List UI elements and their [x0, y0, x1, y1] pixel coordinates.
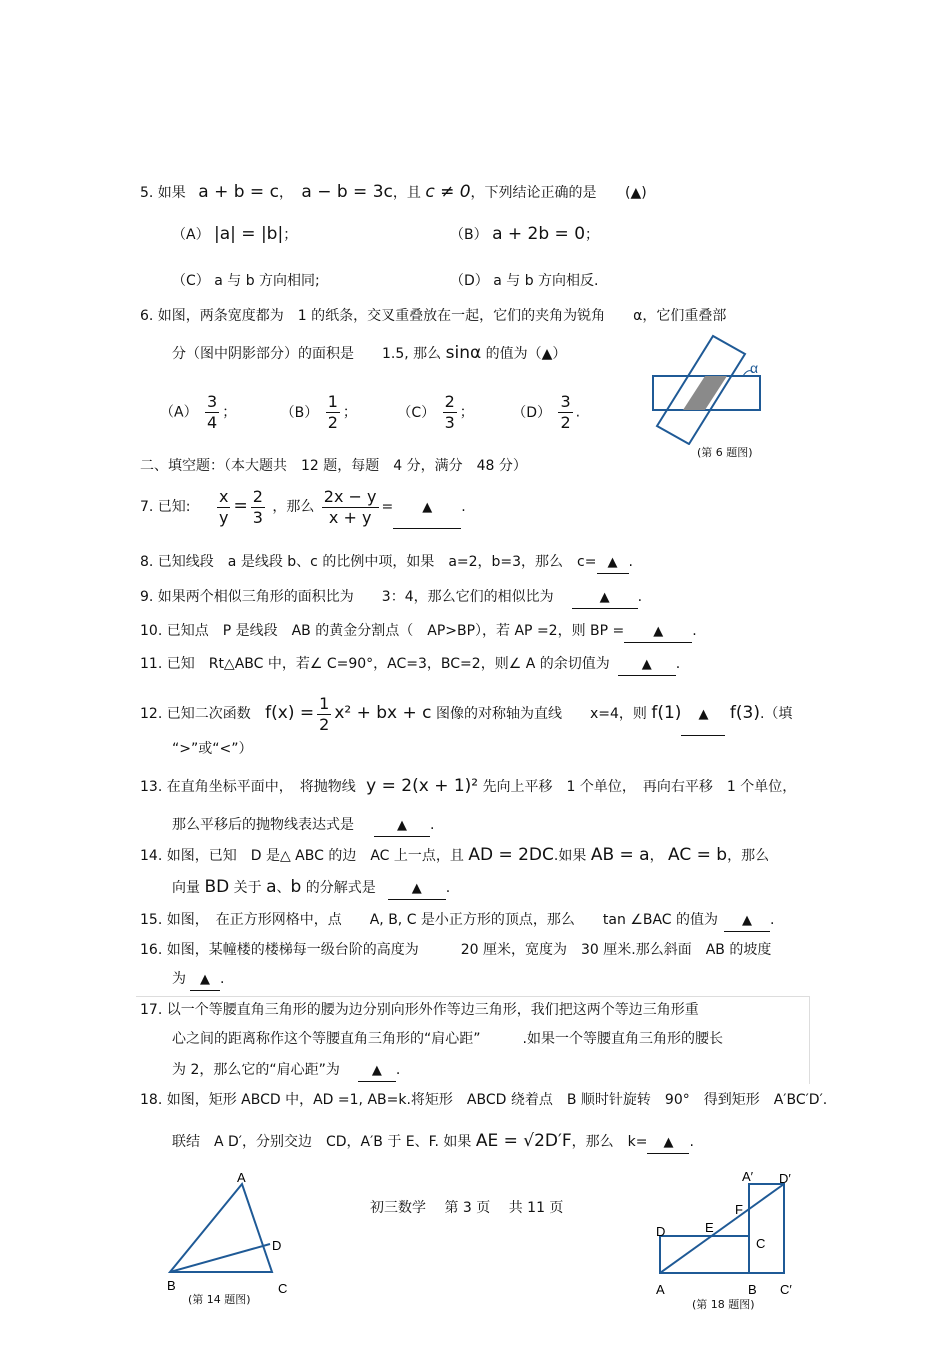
q18-line2: 联结 A D′，分别交边 CD，A′B 于 E、F. 如果 AE = √2D′F，那么 k= ▲ .	[172, 1131, 694, 1154]
answer-blank: ▲	[358, 1061, 396, 1082]
figure-14-caption: (第 14 题图)	[188, 1293, 251, 1306]
point-label-e: E	[705, 1220, 714, 1235]
fraction: $\frac{x}{y}$	[218, 486, 229, 527]
q7: 7. 已知: $\frac{x}{y}$ = $\frac{2}{3}$ ，那么 $\frac{2x - y}{x + y}$ = ▲ .	[140, 486, 466, 529]
answer-mark: (▲)	[625, 185, 647, 201]
q13-line2: 那么平移后的抛物线表达式是 ▲ .	[172, 815, 434, 837]
q17-line1: 17. 以一个等腰直角三角形的腰为边分别向形外作等边三角形，我们把这两个等边三角形重	[140, 1002, 699, 1018]
q10: 10. 已知点 P 是线段 AB 的黄金分割点（ AP>BP），若 AP =2，则 BP = ▲ .	[140, 621, 697, 643]
q6-options: （A） $\frac{3}{4}$ ； （B） $\frac{1}{2}$ ； （C） $\frac{2}{3}$ ； （D） $\frac{3}{2}$ .	[160, 392, 581, 432]
fraction: $\frac{2x - y}{x + y}$	[323, 486, 377, 527]
fraction: $\frac{3}{2}$	[560, 392, 571, 432]
point-label-a: A	[656, 1282, 665, 1297]
triangle-abc	[170, 1184, 272, 1272]
q5-option-a: （A） |a| = |b|；	[172, 224, 298, 244]
answer-blank: ▲	[597, 553, 629, 574]
point-label-d-prime: D′	[779, 1171, 791, 1186]
q13: 13. 在直角坐标平面中， 将抛物线 y = 2(x + 1)² 先向上平移 1 个单位， 再向右平移 1 个单位，	[140, 776, 797, 796]
figure-6	[645, 330, 780, 445]
point-label-d: D	[272, 1238, 282, 1253]
answer-blank: ▲	[647, 1133, 689, 1154]
figure-6-caption: (第 6 题图)	[697, 446, 753, 459]
point-label-f: F	[735, 1202, 743, 1217]
fraction: $\frac{2}{3}$	[252, 486, 263, 527]
point-label-a-prime: A′	[742, 1169, 754, 1184]
q16-line1: 16. 如图，某幢楼的楼梯每一级台阶的高度为 20 厘米，宽度为 30 厘米.那么斜面 AB 的坡度	[140, 942, 772, 958]
point-label-c-prime: C′	[780, 1282, 792, 1297]
q5-option-b: （B） a + 2b = 0；	[450, 224, 600, 244]
point-label-c: C	[756, 1236, 766, 1251]
fraction: $\frac{1}{2}$	[327, 392, 338, 432]
q11: 11. 已知 Rt△ABC 中，若∠ C=90°，AC=3，BC=2，则∠ A 的余切值为 ▲ .	[140, 654, 680, 676]
figure-18	[650, 1166, 800, 1298]
q14: 14. 如图，已知 D 是△ ABC 的边 AC 上一点，且 AD = 2DC.如果 AB = a， AC = b，那么	[140, 845, 770, 865]
answer-blank: ▲	[572, 588, 638, 609]
answer-blank: ▲	[374, 816, 430, 837]
q6-line2: 分（图中阴影部分）的面积是 1.5, 那么 sinα 的值为（▲）	[172, 343, 567, 363]
figure-14	[160, 1168, 300, 1298]
q12: 12. 已知二次函数 f(x) = $\frac{1}{2}$ x² + bx + c 图像的对称轴为直线 x=4，则 f(1) ▲ f(3).（填	[140, 693, 792, 736]
q18-line1: 18. 如图，矩形 ABCD 中，AD =1, AB=k.将矩形 ABCD 绕着点 B 顺时针旋转 90° 得到矩形 A′BC′D′.	[140, 1092, 828, 1108]
fraction: $\frac{3}{4}$	[207, 392, 218, 432]
alpha-label: α	[750, 360, 759, 376]
answer-blank: ▲	[724, 911, 770, 932]
q5-eq2: a − b = 3c	[301, 182, 393, 202]
point-label-a: A	[237, 1170, 246, 1185]
q16-line2: 为 ▲ .	[172, 969, 224, 991]
answer-blank: ▲	[618, 655, 676, 676]
answer-blank: ▲	[190, 970, 220, 991]
q12-line2: “>”或“<”）	[172, 741, 253, 757]
q17-line3: 为 2，那么它的“肩心距”为 ▲ .	[172, 1060, 400, 1082]
q5-stem: 5. 如果 a + b = c， a − b = 3c，且 c ≠ 0，下列结论正确的是 (▲)	[140, 182, 647, 202]
q5-option-c: （C） a 与 b 方向相同;	[172, 273, 320, 289]
page-footer: 初三数学 第 3 页 共 11 页	[370, 1200, 564, 1216]
point-label-b: B	[167, 1278, 176, 1293]
point-label-c: C	[278, 1281, 288, 1296]
fraction: $\frac{1}{2}$	[319, 693, 330, 734]
q5-cond: c ≠ 0	[425, 182, 471, 202]
point-label-d: D	[656, 1224, 666, 1239]
answer-blank: ▲	[388, 879, 446, 900]
point-label-b: B	[748, 1282, 757, 1297]
section-title: 二、填空题：（本大题共 12 题，每题 4 分，满分 48 分）	[140, 458, 527, 474]
segment-a-d-prime	[660, 1184, 784, 1273]
q15: 15. 如图， 在正方形网格中，点 A, B, C 是小正方形的顶点，那么 tan ∠BAC 的值为 ▲ .	[140, 910, 774, 932]
figure-18-caption: (第 18 题图)	[692, 1298, 755, 1311]
answer-blank: ▲	[681, 695, 725, 736]
q17-line2: 心之间的距离称作这个等腰直角三角形的“肩心距” .如果一个等腰直角三角形的腰长	[172, 1031, 723, 1047]
fraction: $\frac{2}{3}$	[444, 392, 455, 432]
q14-line2: 向量 BD 关于 a、b 的分解式是 ▲ .	[172, 877, 450, 900]
q6-line1: 6. 如图，两条宽度都为 1 的纸条，交叉重叠放在一起，它们的夹角为锐角 α，它们重叠部	[140, 308, 727, 324]
segment-bd	[170, 1244, 270, 1272]
q8: 8. 已知线段 a 是线段 b、c 的比例中项，如果 a=2，b=3，那么 c= ▲ .	[140, 552, 633, 574]
q9: 9. 如果两个相似三角形的面积比为 3：4，那么它们的相似比为 ▲ .	[140, 587, 642, 609]
answer-blank: ▲	[624, 622, 692, 643]
answer-blank: ▲	[393, 488, 461, 529]
q5-option-d: （D） a 与 b 方向相反.	[450, 273, 599, 289]
q5-eq1: a + b = c	[198, 182, 279, 202]
